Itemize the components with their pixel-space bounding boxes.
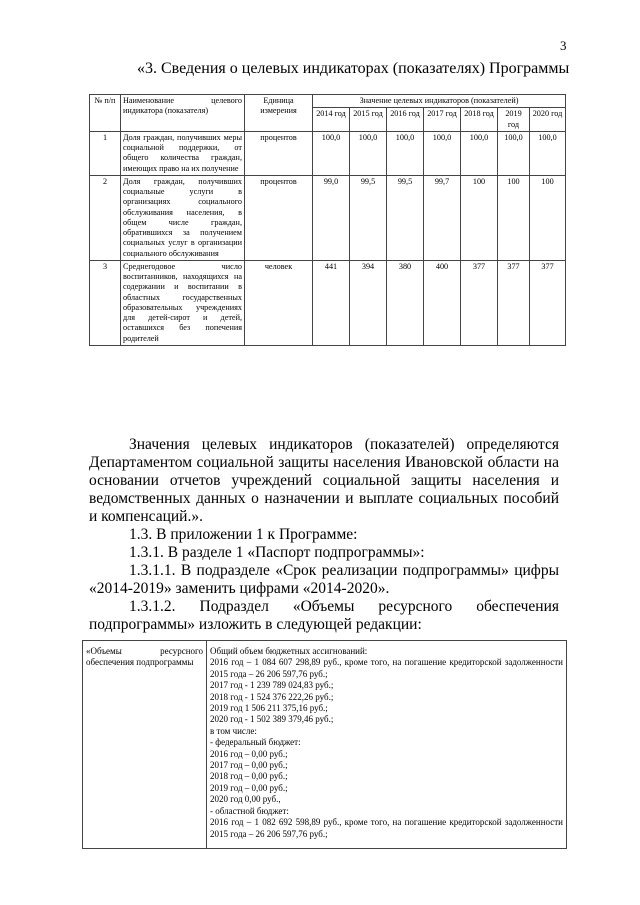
paragraph-1-3-1-1: 1.3.1.1. В подразделе «Срок реализации подпрограммы» цифры «2014-2019» заменить цифрами «2014-2020». — [89, 562, 559, 597]
row-value: 377 — [498, 260, 530, 345]
table-row — [90, 260, 566, 345]
indicators-table — [89, 94, 566, 346]
row-value: 100,0 — [461, 131, 498, 175]
header-year: 2015 год — [350, 108, 387, 132]
resource-line: 2019 год – 0,00 руб.; — [210, 782, 288, 793]
row-num: 1 — [90, 131, 121, 175]
header-year: 2014 год — [313, 108, 350, 132]
paragraph-1-3-1-2: 1.3.1.2. Подраздел «Объемы ресурсного обеспечения подпрограммы» изложить в следующей редакции: — [89, 598, 559, 633]
resource-label: «Объемы ресурсного обеспечения подпрограммы — [83, 641, 207, 849]
resource-line: 2016 год – 1 084 607 298,89 руб., кроме того, на погашение кредиторской задолженности 2015 года – 26 206 597,76 руб.; — [210, 657, 563, 679]
row-value: 100 — [498, 175, 530, 260]
page-number: 3 — [560, 38, 567, 53]
resource-line: в том числе: — [210, 725, 257, 736]
row-value: 99,5 — [350, 175, 387, 260]
paragraph-1-3-1: 1.3.1. В разделе 1 «Паспорт подпрограммы»: — [129, 544, 425, 561]
row-unit: человек — [245, 260, 313, 345]
row-value: 100,0 — [313, 131, 350, 175]
resource-line: 2017 год - 1 239 789 024,83 руб.; — [210, 680, 334, 691]
row-value: 377 — [530, 260, 566, 345]
row-value: 100,0 — [530, 131, 566, 175]
row-value: 99,0 — [313, 175, 350, 260]
header-year: 2019 год — [498, 108, 530, 132]
resource-line: - областной бюджет: — [210, 805, 289, 816]
header-name: Наименование целевого индикатора (показателя) — [121, 95, 245, 132]
row-value: 400 — [424, 260, 461, 345]
resource-line: 2019 год 1 506 211 375,16 руб.; — [210, 703, 328, 714]
row-value: 100,0 — [424, 131, 461, 175]
header-unit: Единица измерения — [245, 95, 313, 132]
resource-line: 2016 год – 0,00 руб.; — [210, 748, 288, 759]
resource-line: 2020 год - 1 502 389 379,46 руб.; — [210, 714, 334, 725]
resource-line: 2020 год 0,00 руб., — [210, 794, 281, 805]
section-heading: «3. Сведения о целевых индикаторах (показателях) Программы — [137, 60, 570, 77]
row-unit: процентов — [245, 175, 313, 260]
row-value: 99,5 — [387, 175, 424, 260]
resource-line: 2017 год – 0,00 руб.; — [210, 760, 288, 771]
paragraph-indicators-note: Значения целевых индикаторов (показателей) определяются Департаментом социальной защиты населения Ивановской области на основании отчетов учреждений социальной защиты населения и ведомственных данных о назначении и выплате социальных пособий и компенсаций.». — [89, 436, 559, 525]
row-value: 377 — [461, 260, 498, 345]
row-name: Доля граждан, получивших социальные услуги в организациях социального обслуживания населения, в общем числе граждан, обратившихся за получением социальных услуг в организации социального обслуживания — [121, 175, 245, 260]
header-year: 2016 год — [387, 108, 424, 132]
resource-content — [207, 641, 567, 849]
row-value: 441 — [313, 260, 350, 345]
resource-line: 2018 год – 0,00 руб.; — [210, 771, 288, 782]
resource-line: Общий объем бюджетных ассигнований: — [210, 646, 368, 656]
table-row — [90, 131, 566, 175]
row-value: 100 — [530, 175, 566, 260]
row-unit: процентов — [245, 131, 313, 175]
header-year: 2017 год — [424, 108, 461, 132]
row-value: 394 — [350, 260, 387, 345]
row-value: 380 — [387, 260, 424, 345]
resource-line: 2016 год – 1 082 692 598,89 руб., кроме того, на погашение кредиторской задолженности 2015 года – 26 206 597,76 руб.; — [210, 817, 563, 839]
row-value: 99,7 — [424, 175, 461, 260]
resource-table — [82, 640, 567, 849]
paragraph-1-3: 1.3. В приложении 1 к Программе: — [129, 526, 358, 543]
row-num: 2 — [90, 175, 121, 260]
header-year: 2018 год — [461, 108, 498, 132]
table-row — [90, 175, 566, 260]
resource-line: 2018 год - 1 524 376 222,26 руб.; — [210, 691, 334, 702]
header-num: № п/п — [90, 95, 121, 132]
row-value: 100 — [461, 175, 498, 260]
row-name: Доля граждан, получивших меры социальной поддержки, от общего количества граждан, имеющих право на их получение — [121, 131, 245, 175]
header-year: 2020 год — [530, 108, 566, 132]
header-values-group: Значение целевых индикаторов (показателей) — [313, 95, 566, 108]
row-num: 3 — [90, 260, 121, 345]
row-value: 100,0 — [350, 131, 387, 175]
row-value: 100,0 — [498, 131, 530, 175]
row-value: 100,0 — [387, 131, 424, 175]
row-name: Среднегодовое число воспитанников, находящихся на содержании и воспитании в областных государственных образовательных учреждениях для детей-сирот и детей, оставшихся без попечения родителей — [121, 260, 245, 345]
resource-line: - федеральный бюджет: — [210, 737, 301, 748]
